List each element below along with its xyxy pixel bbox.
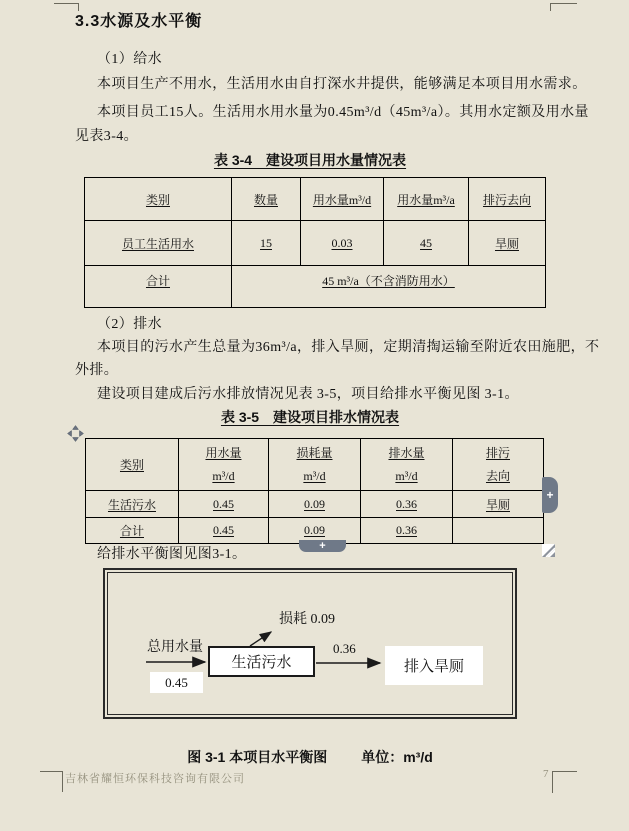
cell-text: 0.36 [396,523,417,537]
table-move-handle-icon[interactable] [67,425,84,442]
cell-text: 排污去向 [482,192,531,207]
cell-text: 去向 [485,468,510,483]
table-3-5-caption-text: 表 3-5 建设项目排水情况表 [220,409,400,425]
cell-text: 45 m³/a（不含消防用水） [322,274,455,288]
table-cell [179,518,269,544]
cell-text: 用水量 [205,445,242,460]
paragraph-4: 建设项目建成后污水排放情况见表 3-5，项目给排水平衡见图 3-1。 [97,387,519,402]
table-3-4-caption-text: 表 3-4 建设项目用水量情况表 [213,152,407,168]
loss-label: 损耗 0.09 [279,612,335,627]
figure-caption-unit: 单位：m³/d [361,749,433,765]
table-cell [85,266,232,308]
table-cell [361,439,453,491]
table-cell [384,221,469,266]
cell-text: 用水量m³/a [397,192,455,207]
cell-text: 旱厕 [494,236,519,251]
cell-text: 15 [260,235,272,250]
cell-text: m³/d [395,468,418,483]
table-cell [453,518,544,544]
cell-text: m³/d [303,468,326,483]
paragraph-2-line1: 本项目员工15人。生活用水用水量为0.45m³/d（45m³/a）。其用水定额及用水量 [97,105,589,120]
cell-text: m³/d [212,468,235,483]
table-cell [85,221,232,266]
table-3-4-caption [75,150,545,170]
cell-text: 合计 [119,524,144,538]
table-cell [469,221,546,266]
crop-mark-top-left-h [54,3,78,4]
table-cell [453,439,544,491]
cell-text: 0.45 [213,496,234,511]
table-cell [85,178,232,221]
table-cell-merged [232,266,546,308]
subsection-label-drainage: （2）排水 [97,317,162,332]
cell-text: 排水量 [388,445,425,460]
cell-text: 0.03 [331,235,353,250]
footer-company: 吉林省耀恒环保科技咨询有限公司 [65,773,245,785]
crop-mark-bottom-right-h [552,771,577,772]
section-heading: 3.3水源及水平衡 [75,13,203,30]
table-3-4-total-row [85,266,546,308]
page-number: 7 [543,768,549,780]
crop-mark-top-right-h [550,3,577,4]
table-cell [232,221,301,266]
paragraph-1: 本项目生产不用水，生活用水由自打深水井提供，能够满足本项目用水需求。 [97,77,587,92]
cell-text: 排污 [485,445,510,460]
cell-text: 0.45 [213,523,234,537]
paragraph-3-line1: 本项目的污水产生总量为36m³/a，排入旱厕，定期清掏运输至附近农田施肥，不 [97,340,600,355]
plus-icon: + [319,540,326,552]
cell-text: 类别 [145,192,170,207]
table-3-4 [84,177,546,308]
table-3-5 [85,438,544,544]
table-3-5-data-row [86,491,544,518]
table-3-5-header-row [86,439,544,491]
table-cell [269,439,361,491]
crop-mark-bottom-left-v [62,771,63,792]
cell-text: 数量 [253,192,278,207]
table-cell [86,518,179,544]
crop-mark-top-right-v [550,3,551,11]
input-value-box: 0.45 [150,672,203,693]
table-cell [361,518,453,544]
table-cell [301,178,384,221]
output-box: 排入旱厕 [385,646,483,685]
input-label: 总用水量 [147,640,203,655]
cell-text: 损耗量 [296,445,333,460]
table-cell [269,491,361,518]
cell-text: 生活污水 [107,497,156,512]
water-balance-diagram [103,568,517,719]
table-cell [179,439,269,491]
table-cell [179,491,269,518]
cell-text: 45 [420,235,432,250]
table-3-4-data-row [85,221,546,266]
cell-text: 0.36 [396,496,417,511]
cell-text: 用水量m³/d [312,192,372,207]
table-cell [453,491,544,518]
cell-text: 合计 [145,274,170,288]
cell-text: 员工生活用水 [121,236,194,251]
add-row-button[interactable] [299,540,346,552]
loss-arrow [250,632,271,646]
table-3-5-caption [75,407,545,427]
cell-text: 0.09 [304,496,325,511]
cell-text: 类别 [119,458,144,472]
crop-mark-bottom-left-h [40,771,63,772]
plus-icon: + [546,488,554,502]
cell-text: 旱厕 [485,497,510,512]
table-3-4-header-row [85,178,546,221]
table-cell [301,221,384,266]
paragraph-2-line2: 见表3-4。 [75,129,139,144]
table-cell [86,491,179,518]
table-resize-handle-icon[interactable] [542,544,555,557]
table-cell [384,178,469,221]
flow-value-label: 0.36 [333,641,356,656]
subsection-label-water-supply: （1）给水 [97,52,162,67]
figure-caption-text: 图 3-1 本项目水平衡图 [187,749,328,765]
paragraph-5: 给排水平衡图见图3-1。 [97,547,247,562]
table-cell [232,178,301,221]
cell-text: 0.09 [304,523,325,537]
table-cell [86,439,179,491]
table-cell [469,178,546,221]
add-column-button[interactable] [542,477,558,513]
paragraph-3-line2: 外排。 [75,363,119,378]
process-box: 生活污水 [208,646,315,677]
crop-mark-bottom-right-v [552,771,553,793]
figure-caption [75,747,545,767]
table-cell [361,491,453,518]
